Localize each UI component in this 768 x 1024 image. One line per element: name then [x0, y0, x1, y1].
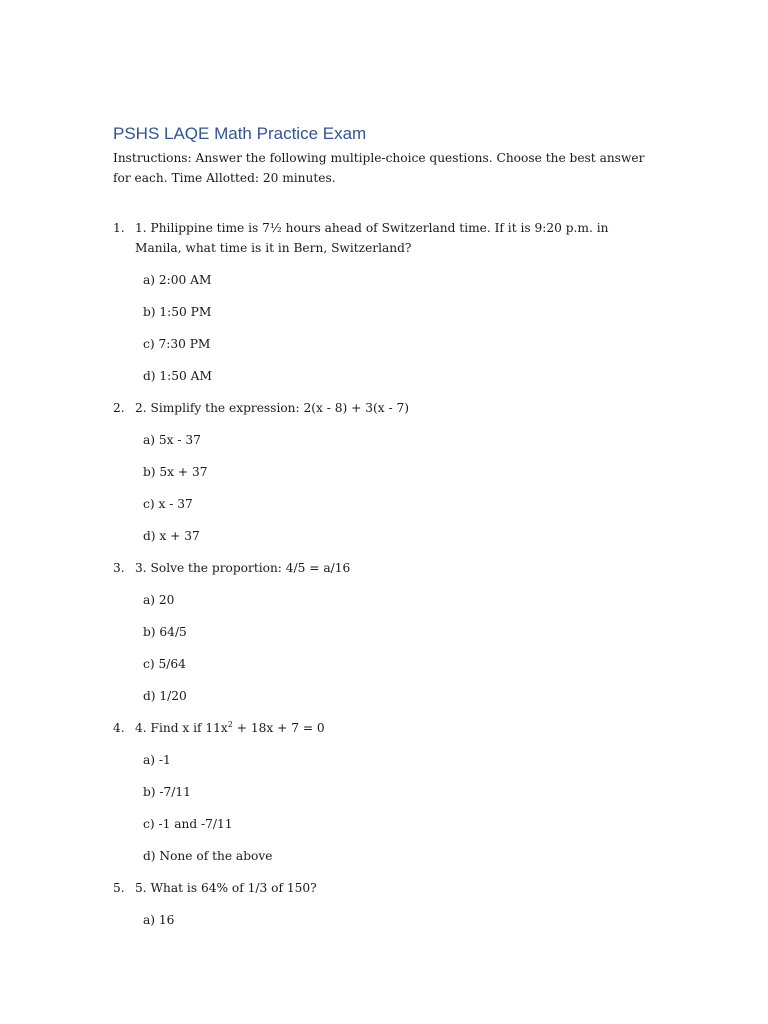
question-5-number: 5. — [113, 881, 125, 895]
question-4-text-suffix: + 18x + 7 = 0 — [232, 721, 325, 735]
question-4-option-c: c) -1 and -7/11 — [143, 817, 233, 831]
question-4-option-b: b) -7/11 — [143, 785, 191, 799]
question-4-number: 4. — [113, 721, 125, 735]
question-1-option-d: d) 1:50 AM — [143, 369, 212, 383]
question-2-option-c: c) x - 37 — [143, 497, 193, 511]
question-1-option-c: c) 7:30 PM — [143, 337, 211, 351]
question-2-text: 2. Simplify the expression: 2(x - 8) + 3(x - 7) — [135, 401, 409, 415]
question-4-exponent: 2 — [227, 720, 233, 729]
question-2-number: 2. — [113, 401, 125, 415]
question-3-option-c: c) 5/64 — [143, 657, 186, 671]
question-3-text: 3. Solve the proportion: 4/5 = a/16 — [135, 561, 351, 575]
question-5-text: 5. What is 64% of 1/3 of 150? — [135, 881, 317, 895]
question-4-text-prefix: 4. Find x if 11x — [135, 721, 228, 735]
question-4-option-d: d) None of the above — [143, 849, 273, 863]
document-title: PSHS LAQE Math Practice Exam — [113, 124, 367, 143]
question-4-text — [135, 718, 655, 738]
question-1-option-b: b) 1:50 PM — [143, 305, 212, 319]
question-3-option-d: d) 1/20 — [143, 689, 187, 703]
question-1-number: 1. — [113, 221, 125, 235]
question-2-option-a: a) 5x - 37 — [143, 433, 201, 447]
question-5-option-a: a) 16 — [143, 913, 175, 927]
question-3-option-b: b) 64/5 — [143, 625, 187, 639]
question-4-option-a: a) -1 — [143, 753, 171, 767]
question-3-number: 3. — [113, 561, 125, 575]
question-1-option-a: a) 2:00 AM — [143, 273, 212, 287]
question-1-text: 1. Philippine time is 7½ hours ahead of Switzerland time. If it is 9:20 p.m. in Manila, what time is it in Bern, Switzerland? — [135, 221, 609, 255]
question-2-option-b: b) 5x + 37 — [143, 465, 208, 479]
instructions-text: Instructions: Answer the following multiple-choice questions. Choose the best answer for each. Time Allotted: 20 minutes. — [113, 151, 645, 185]
question-3-option-a: a) 20 — [143, 593, 175, 607]
question-2-option-d: d) x + 37 — [143, 529, 200, 543]
